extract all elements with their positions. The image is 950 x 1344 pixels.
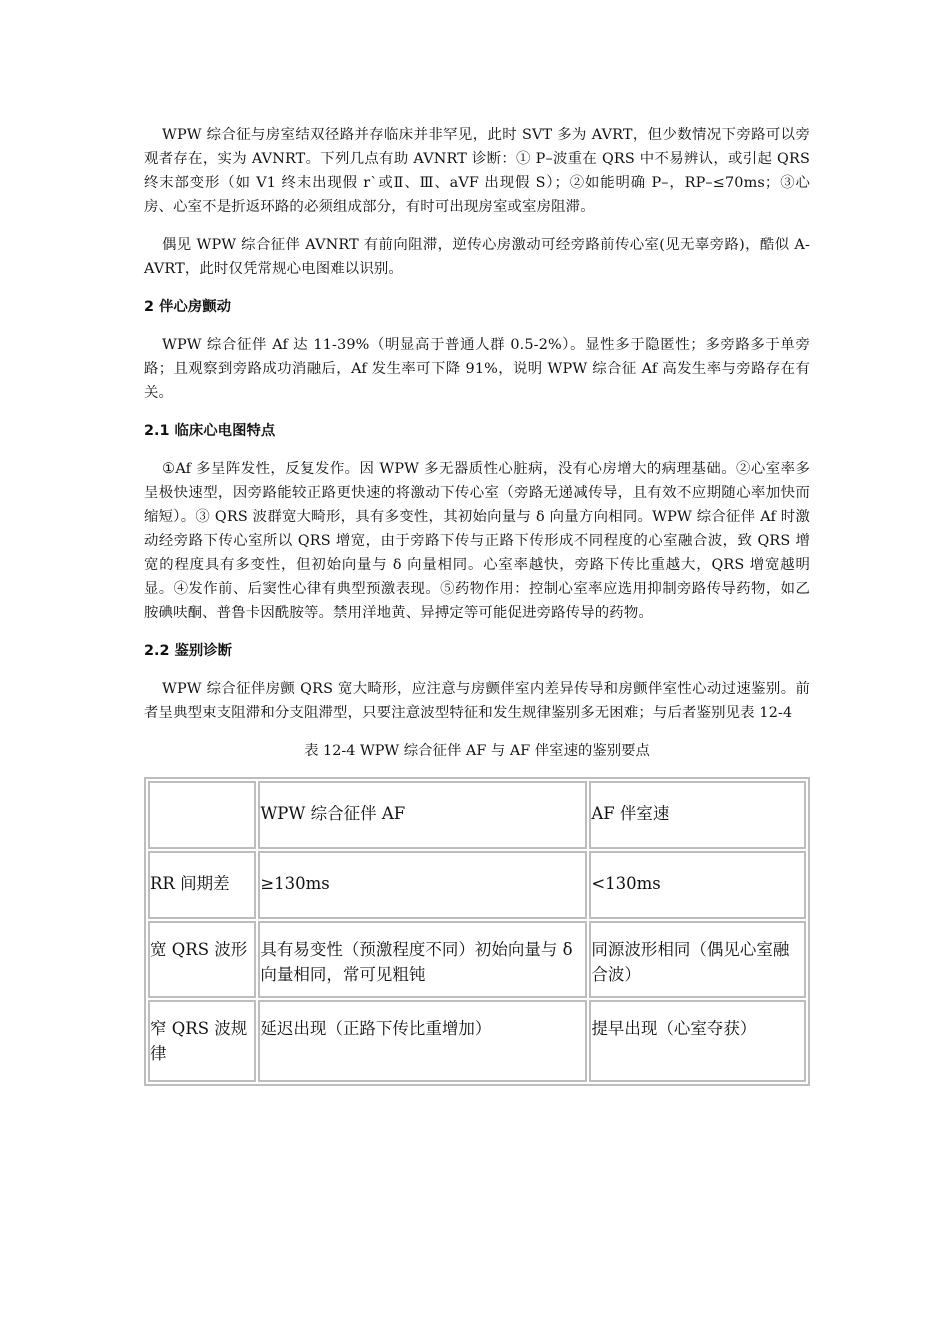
table-cell: 宽 QRS 波形 (148, 921, 256, 998)
paragraph-avnrt-block: 偶见 WPW 综合征伴 AVNRT 有前向阻滞，逆传心房激动可经旁路前传心室(见无辜旁路)，酷似 A-AVRT，此时仅凭常规心电图难以识别。 (144, 237, 810, 277)
table-row (148, 851, 806, 919)
section-heading-af: 2 伴心房颤动 (144, 299, 231, 315)
table-cell: 延迟出现（正路下传比重增加） (258, 1000, 587, 1082)
table-cell: 提早出现（心室夺获） (589, 1000, 806, 1082)
differential-table (144, 777, 810, 1086)
document-page (144, 123, 810, 1086)
table-header-cell (148, 781, 256, 849)
table-cell: 同源波形相同（偶见心室融合波） (589, 921, 806, 998)
table-header-cell: WPW 综合征伴 AF (258, 781, 587, 849)
table-header-row (148, 781, 806, 849)
table-cell: 具有易变性（预激程度不同）初始向量与 δ 向量相同，常可见粗钝 (258, 921, 587, 998)
subsection-heading-diagnosis: 2.2 鉴别诊断 (144, 643, 233, 659)
table-row (148, 1000, 806, 1082)
table-cell: 窄 QRS 波规律 (148, 1000, 256, 1082)
paragraph-af-incidence: WPW 综合征伴 Af 达 11-39%（明显高于普通人群 0.5-2%）。显性多于隐匿性；多旁路多于单旁路；且观察到旁路成功消融后，Af 发生率可下降 91%，说明 WPW 综合征 Af 高发生率与旁路存在有关。 (144, 337, 810, 401)
paragraph-differential: WPW 综合征伴房颤 QRS 宽大畸形，应注意与房颤伴室内差异传导和房颤伴室性心动过速鉴别。前者呈典型束支阻滞和分支阻滞型，只要注意波型特征和发生规律鉴别多无困难；与后者鉴别见表 12-4 (144, 681, 810, 721)
table-cell: RR 间期差 (148, 851, 256, 919)
table-row (148, 921, 806, 998)
table-cell: <130ms (589, 851, 806, 919)
table-caption: 表 12-4 WPW 综合征伴 AF 与 AF 伴室速的鉴别要点 (304, 743, 650, 759)
paragraph-ecg-features: ①Af 多呈阵发性，反复发作。因 WPW 多无器质性心脏病，没有心房增大的病理基础。②心室率多呈极快速型，因旁路能较正路更快速的将激动下传心室（旁路无递减传导，且有效不应期随心率加快而缩短）。③ QRS 波群宽大畸形，具有多变性，其初始向量与 δ 向量方向相同。WPW 综合征伴 Af 时激动经旁路下传心室所以 QRS 增宽，由于旁路下传与正路下传形成不同程度的心室融合波，致 QRS 增宽的程度具有多变性，但初始向量与 δ 向量相同。心室率越快，旁路下传比重越大，QRS 增宽越明显。④发作前、后窦性心律有典型预激表现。⑤药物作用：控制心室率应选用抑制旁路传导药物，如乙胺碘呋酮、普鲁卡因酰胺等。禁用洋地黄、异搏定等可能促进旁路传导的药物。 (144, 461, 810, 621)
table-header-cell: AF 伴室速 (589, 781, 806, 849)
subsection-heading-ecg: 2.1 临床心电图特点 (144, 423, 276, 439)
table-cell: ≥130ms (258, 851, 587, 919)
paragraph-avnrt: WPW 综合征与房室结双径路并存临床并非罕见，此时 SVT 多为 AVRT，但少数情况下旁路可以旁观者存在，实为 AVNRT。下列几点有助 AVNRT 诊断：① P–波重在 QRS 中不易辨认，或引起 QRS 终末部变形（如 V1 终末出现假 r`或Ⅱ、Ⅲ、aVF 出现假 S）；②如能明确 P–，RP–≤70ms；③心房、心室不是折返环路的必须组成部分，有时可出现房室或室房阻滞。 (144, 127, 810, 215)
